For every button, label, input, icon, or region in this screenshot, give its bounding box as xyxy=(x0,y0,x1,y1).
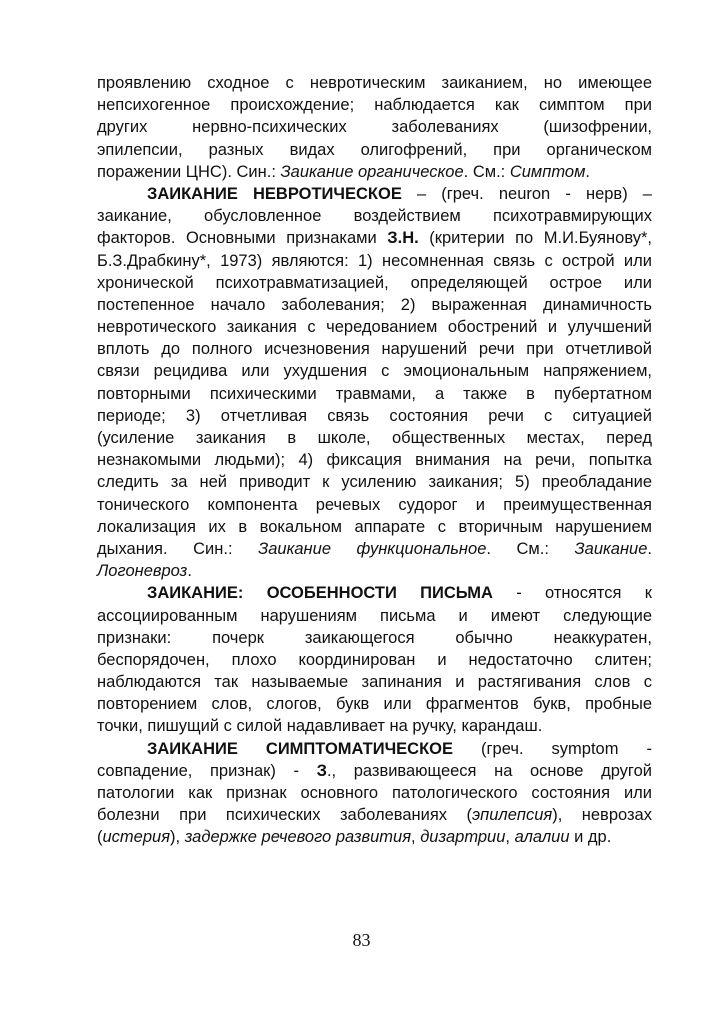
text-run: повторением слов, слогов, букв или фрагментов букв, пробные xyxy=(97,695,652,714)
term-heading: ЗАИКАНИЕ НЕВРОТИЧЕСКОЕ xyxy=(147,184,402,203)
paragraph-stuttering-writing xyxy=(97,582,652,737)
text-run: связи рецидива или ухудшения с эмоциональным напряжением, xyxy=(97,362,652,381)
text-line xyxy=(97,760,652,782)
text-run: . См.: xyxy=(463,162,510,181)
text-run: совпадение, признак) - xyxy=(97,761,317,780)
text-run: других нервно-психических заболеваниях (шизофрении, xyxy=(97,118,652,137)
text-run: невротического заикания с чередованием обострений и улучшений xyxy=(97,318,652,337)
text-line xyxy=(97,205,652,227)
text-run: наблюдаются так называемые запинания и растягивания слов с xyxy=(97,673,652,692)
text-run: непсихогенное происхождение; наблюдается как симптом при xyxy=(97,96,652,115)
text-line xyxy=(97,272,652,294)
text-run: , xyxy=(505,828,515,847)
text-run: и др. xyxy=(569,828,612,847)
text-line xyxy=(97,405,652,427)
text-run: дыхания. Син.: xyxy=(97,539,259,558)
text-run: вплоть до полного исчезновения нарушений речи при отчетливой xyxy=(97,340,652,359)
italic-term: Логоневроз xyxy=(97,562,188,581)
text-line xyxy=(97,471,652,493)
text-run: постепенное начало заболевания; 2) выраженная динамичность xyxy=(97,295,652,314)
page-number: 83 xyxy=(352,930,371,950)
text-run: (греч. symptom - xyxy=(453,739,652,758)
text-line xyxy=(97,671,652,693)
text-run: ), xyxy=(170,828,185,847)
text-run: патологии как признак основного патологического состояния или xyxy=(97,784,652,802)
text-run: тонического компонента речевых судорог и преимущественная xyxy=(97,495,652,514)
italic-term: истерия xyxy=(102,828,171,847)
text-line xyxy=(97,449,652,471)
text-line xyxy=(97,560,652,582)
italic-term: Заикание органическое xyxy=(280,162,464,181)
text-line xyxy=(97,116,652,138)
text-line xyxy=(97,94,652,116)
text-line xyxy=(97,693,652,715)
text-run: ассоциированным нарушениям письма и имеют следующие xyxy=(97,606,652,625)
text-run: – (греч. neuron - нерв) – xyxy=(401,184,652,203)
text-run: поражении ЦНС). Син.: xyxy=(97,162,281,181)
term-heading: ЗАИКАНИЕ: ОСОБЕННОСТИ ПИСЬМА xyxy=(147,584,493,603)
paragraph-stuttering-symptomatic xyxy=(97,738,652,849)
text-line xyxy=(97,360,652,382)
text-line xyxy=(97,826,652,848)
text-run: болезни при психических заболеваниях ( xyxy=(97,806,473,825)
text-run: ), неврозах xyxy=(552,806,652,825)
text-run: локализация их в вокальном аппарате с вторичным нарушением xyxy=(97,517,652,536)
text-run: заикание, обусловленное воздействием психотравмирующих xyxy=(97,207,652,226)
page-body xyxy=(97,72,652,849)
text-run: факторов. Основными признаками xyxy=(97,229,388,248)
term-heading: ЗАИКАНИЕ СИМПТОМАТИЧЕСКОЕ xyxy=(147,739,453,758)
text-line xyxy=(97,715,652,737)
text-run: (усиление заикания в школе, общественных местах, перед xyxy=(97,429,652,447)
paragraph-stuttering-organic-end xyxy=(97,72,652,183)
text-run: ( xyxy=(97,828,103,847)
italic-term: алалии xyxy=(514,828,570,847)
text-run: . См.: xyxy=(486,539,575,558)
text-run: беспорядочен, плохо координирован и недостаточно слитен; xyxy=(97,650,652,669)
paragraph-stuttering-neurotic xyxy=(97,183,652,582)
text-line xyxy=(97,183,652,205)
text-run: (критерии по М.И.Буянову*, xyxy=(418,229,652,248)
text-line xyxy=(97,494,652,516)
text-run: следить за ней приводит к усилению заикания; 5) преобладание xyxy=(97,473,652,492)
term-heading: З xyxy=(316,761,327,780)
text-line xyxy=(97,738,652,760)
italic-term: Заикание xyxy=(574,539,648,558)
text-line xyxy=(97,516,652,538)
text-run: точки, пишущий с силой надавливает на ручку, карандаш. xyxy=(97,717,543,736)
text-run: Б.З.Драбкину*, 1973) являются: 1) несомненная связь с острой или xyxy=(97,251,652,270)
italic-term: Заикание функциональное xyxy=(258,539,487,558)
text-run: признаки: почерк заикающегося обычно неаккуратен, xyxy=(97,628,652,647)
text-line xyxy=(97,250,652,272)
italic-term: дизартрии xyxy=(420,828,506,847)
text-run: . xyxy=(585,162,590,181)
text-line xyxy=(97,227,652,249)
text-run: незнакомыми людьми); 4) фиксация внимания на речи, попытка xyxy=(97,451,652,470)
italic-term: Симптом xyxy=(509,162,586,181)
text-run: хронической психотравматизацией, определяющей острое или xyxy=(97,273,652,292)
text-run: эпилепсии, разных видах олигофрений, при органическом xyxy=(97,140,652,159)
text-line xyxy=(97,649,652,671)
text-line xyxy=(97,427,652,449)
italic-term: эпилепсия xyxy=(472,806,553,825)
text-run: . xyxy=(647,539,652,558)
italic-term: задержке речевого развития xyxy=(184,828,412,847)
text-run: периоде; 3) отчетливая связь состояния речи с ситуацией xyxy=(97,406,652,425)
text-line xyxy=(97,538,652,560)
text-run: повторными психическими травмами, а также в пубертатном xyxy=(97,384,652,403)
text-run: проявлению сходное с невротическим заиканием, но имеющее xyxy=(97,74,652,92)
text-line xyxy=(97,627,652,649)
text-run: - относятся к xyxy=(492,584,653,603)
text-line xyxy=(97,782,652,804)
text-line xyxy=(97,316,652,338)
text-line xyxy=(97,161,652,183)
text-line xyxy=(97,294,652,316)
text-line xyxy=(97,605,652,627)
text-line xyxy=(97,582,652,604)
text-line xyxy=(97,139,652,161)
text-run: ., развивающееся на основе другой xyxy=(326,761,652,780)
text-line xyxy=(97,383,652,405)
text-run: , xyxy=(411,828,421,847)
text-line xyxy=(97,338,652,360)
text-run: . xyxy=(187,562,192,581)
text-line xyxy=(97,72,652,94)
text-line xyxy=(97,804,652,826)
term-heading: З.Н. xyxy=(387,229,419,248)
